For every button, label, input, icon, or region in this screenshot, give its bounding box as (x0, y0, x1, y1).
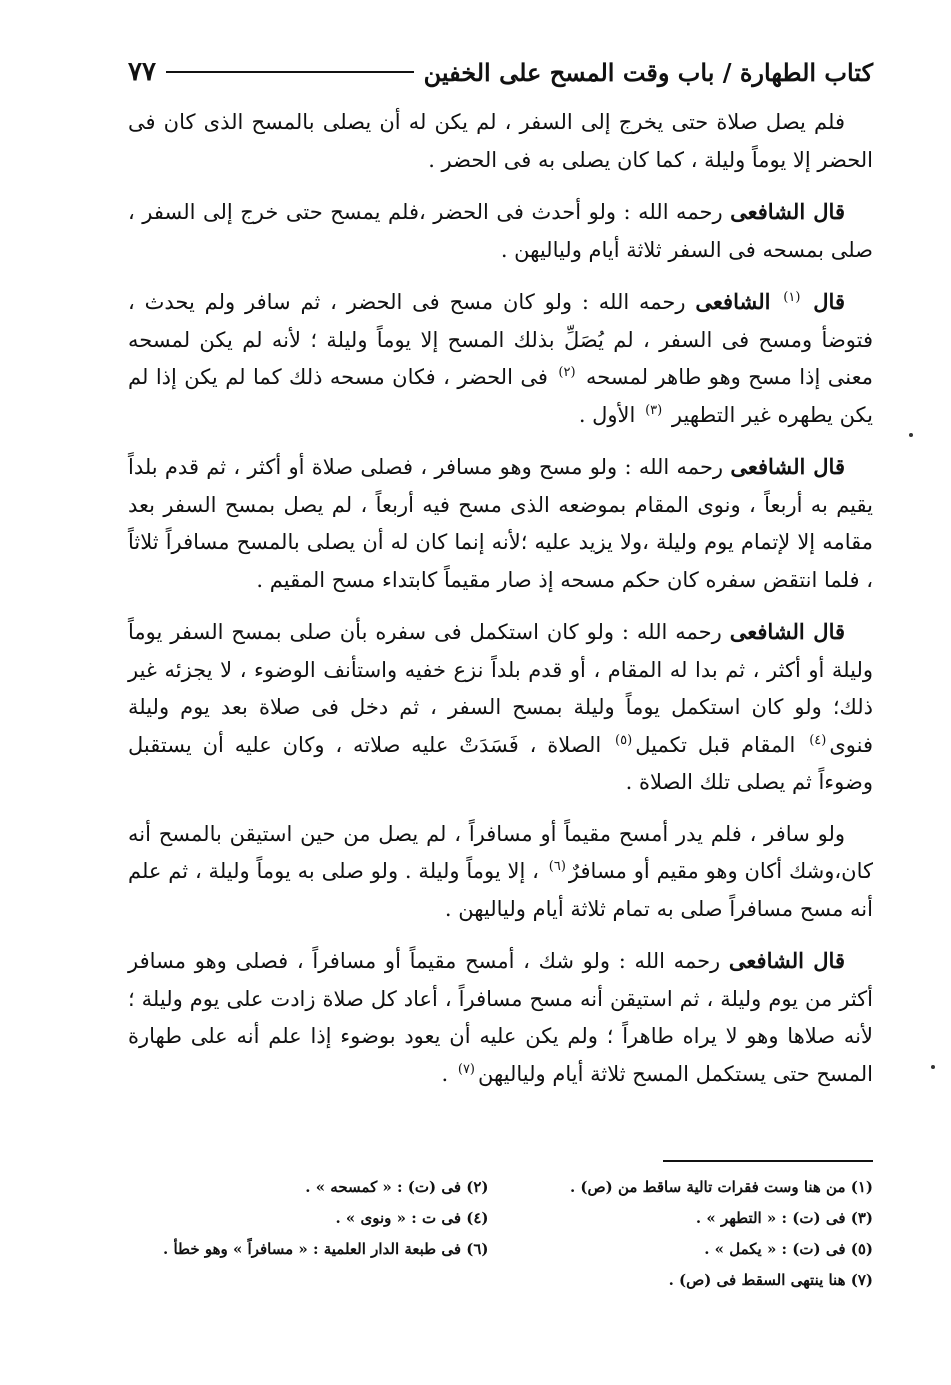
paragraph-text: رحمه الله : ولو شك ، أمسح مقيماً أو مسافراً ، فصلى وهو مسافر أكثر من يوم وليلة ، ثم استيقن أنه مسح مسافراً ، أعاد كل صلاة زادت على يوم وليلة ؛ لأنه صلاها وهو لا يراه طاهراً ؛ ولم يكن عليه أن يعود بوضوء إذا علم أنه على طهارة المسح حتى يستكمل المسح ثلاثة أيام ولياليهن (128, 949, 873, 1086)
speaker-lead: قال الشافعى (730, 199, 845, 224)
footnote-separator (663, 1160, 873, 1162)
paragraph-text: ولو سافر ، فلم يدر أمسح مقيماً أو مسافراً ، لم يصل من حين استيقن بالمسح أنه كان،وشك أكان وهو مقيم أو مسافرٌ (128, 821, 873, 883)
paragraph-text: فلم يصل صلاة حتى يخرج إلى السفر ، لم يكن له أن يصلى بالمسح الذى كان فى الحضر إلا يوماً وليلة ، كما كان يصلى به فى الحضر . (128, 110, 873, 172)
scan-speck (931, 1065, 935, 1069)
footnote-1: (١) من هنا وست فقرات تالية ساقط من (ص) . (569, 1178, 873, 1196)
speaker-lead: قال الشافعى (730, 454, 845, 479)
paragraph-2 (128, 193, 873, 269)
paragraph-4 (128, 448, 873, 599)
paragraph-3 (128, 283, 873, 434)
footnote-3: (٣) فى (ت) : « التطهر » . (695, 1209, 873, 1227)
paragraph-1 (128, 104, 873, 179)
paragraph-6 (128, 816, 873, 929)
running-header (128, 52, 873, 92)
paragraph-text: الصلاة ، فَسَدَتْ عليه صلاته ، وكان عليه أن يستقبل وضوءاً ثم يصلى تلك الصلاة . (128, 732, 873, 794)
paragraph-text: فى الحضر ، فكان مسحه ذلك كما لم يكن إذا لم يكن يطهره غير التطهير (128, 365, 873, 427)
header-title: كتاب الطهارة / باب وقت المسح على الخفين (423, 57, 873, 87)
paragraph-text: رحمه الله : ولو أحدث فى الحضر ،فلم يمسح حتى خرج إلى السفر ، صلى بمسحه فى السفر ثلاثة أيام ولياليهن . (128, 200, 873, 262)
speaker-lead: قال الشافعى (729, 619, 846, 644)
paragraph-text: . (441, 1061, 455, 1086)
footnotes (128, 1172, 873, 1296)
paragraph-text: رحمه الله : ولو كان مسح فى الحضر ، ثم سافر ولم يحدث ، فتوضأ ومسح فى السفر ، لم يُصَلِّ بذلك المسح إلا يوماً وليلة ؛ لأنه لم يكن لمسحه معنى إذا مسح وهو طاهر لمسحه (128, 290, 873, 389)
footnote-ref: (١) (783, 290, 801, 305)
footnote-ref: (٢) (558, 365, 576, 380)
footnote-7: (٧) هنا ينتهى السقط فى (ص) . (668, 1271, 873, 1289)
speaker-lead-name: الشافعى (695, 289, 771, 314)
footnote-ref: (٥) (615, 732, 633, 748)
paragraph-text: ، إلا يوماً وليلة . ولو صلى به يوماً وليلة ، ثم علم أنه مسح مسافراً صلى به تمام ثلاثة أيام ولياليهن . (128, 859, 873, 921)
page-number: ٧٧ (128, 57, 156, 87)
footnote-2: (٢) فى (ت) : « كمسحه » . (305, 1178, 489, 1196)
paragraph-5 (128, 613, 873, 802)
speaker-lead: قال (813, 289, 845, 314)
paragraph-text: المقام قبل تكميل (635, 732, 807, 757)
speaker-lead: قال الشافعى (728, 948, 845, 973)
scan-speck (909, 433, 913, 437)
footnote-ref: (٤) (809, 732, 827, 748)
footnote-ref: (٧) (457, 1061, 475, 1077)
body-text (128, 104, 873, 1107)
footnote-ref: (٦) (548, 859, 566, 874)
footnote-6: (٦) فى طبعة الدار العلمية : « مسافراً » وهو خطأ . (163, 1240, 489, 1258)
header-rule (166, 71, 414, 73)
paragraph-text: الأول . (578, 402, 643, 427)
paragraph-7 (128, 942, 873, 1093)
paragraph-text: رحمه الله : ولو كان استكمل فى سفره بأن صلى بمسح السفر يوماً وليلة أو أكثر ، ثم بدا له المقام ، أو قدم بلداً نزع خفيه واستأنف الوضوء ، لا يجزئه غير ذلك؛ ولو كان استكمل يوماً وليلة بمسح السفر ، ثم دخل فى صلاة بعد يوم وليلة فنوى (128, 620, 873, 757)
footnote-4: (٤) فى ت : « ونوى » . (335, 1209, 489, 1227)
footnote-ref: (٣) (645, 402, 663, 418)
paragraph-text: رحمه الله : ولو مسح وهو مسافر ، فصلى صلاة أو أكثر ، ثم قدم بلداً يقيم به أربعاً ، ونوى المقام بموضعه الذى مسح فيه أربعاً ، لم يصل بمسح السفر بعد مقامه إلا لإتمام يوم وليلة ،ولا يزيد عليه ؛لأنه إنما كان له أن يصلى بالمسح مسافراً ثلاثاً ، فلما انتقض سفره كان حكم مسحه إذ صار مقيماً كابتداء مسح المقيم . (128, 455, 873, 592)
footnote-5: (٥) فى (ت) : « يكمل » . (704, 1240, 873, 1258)
